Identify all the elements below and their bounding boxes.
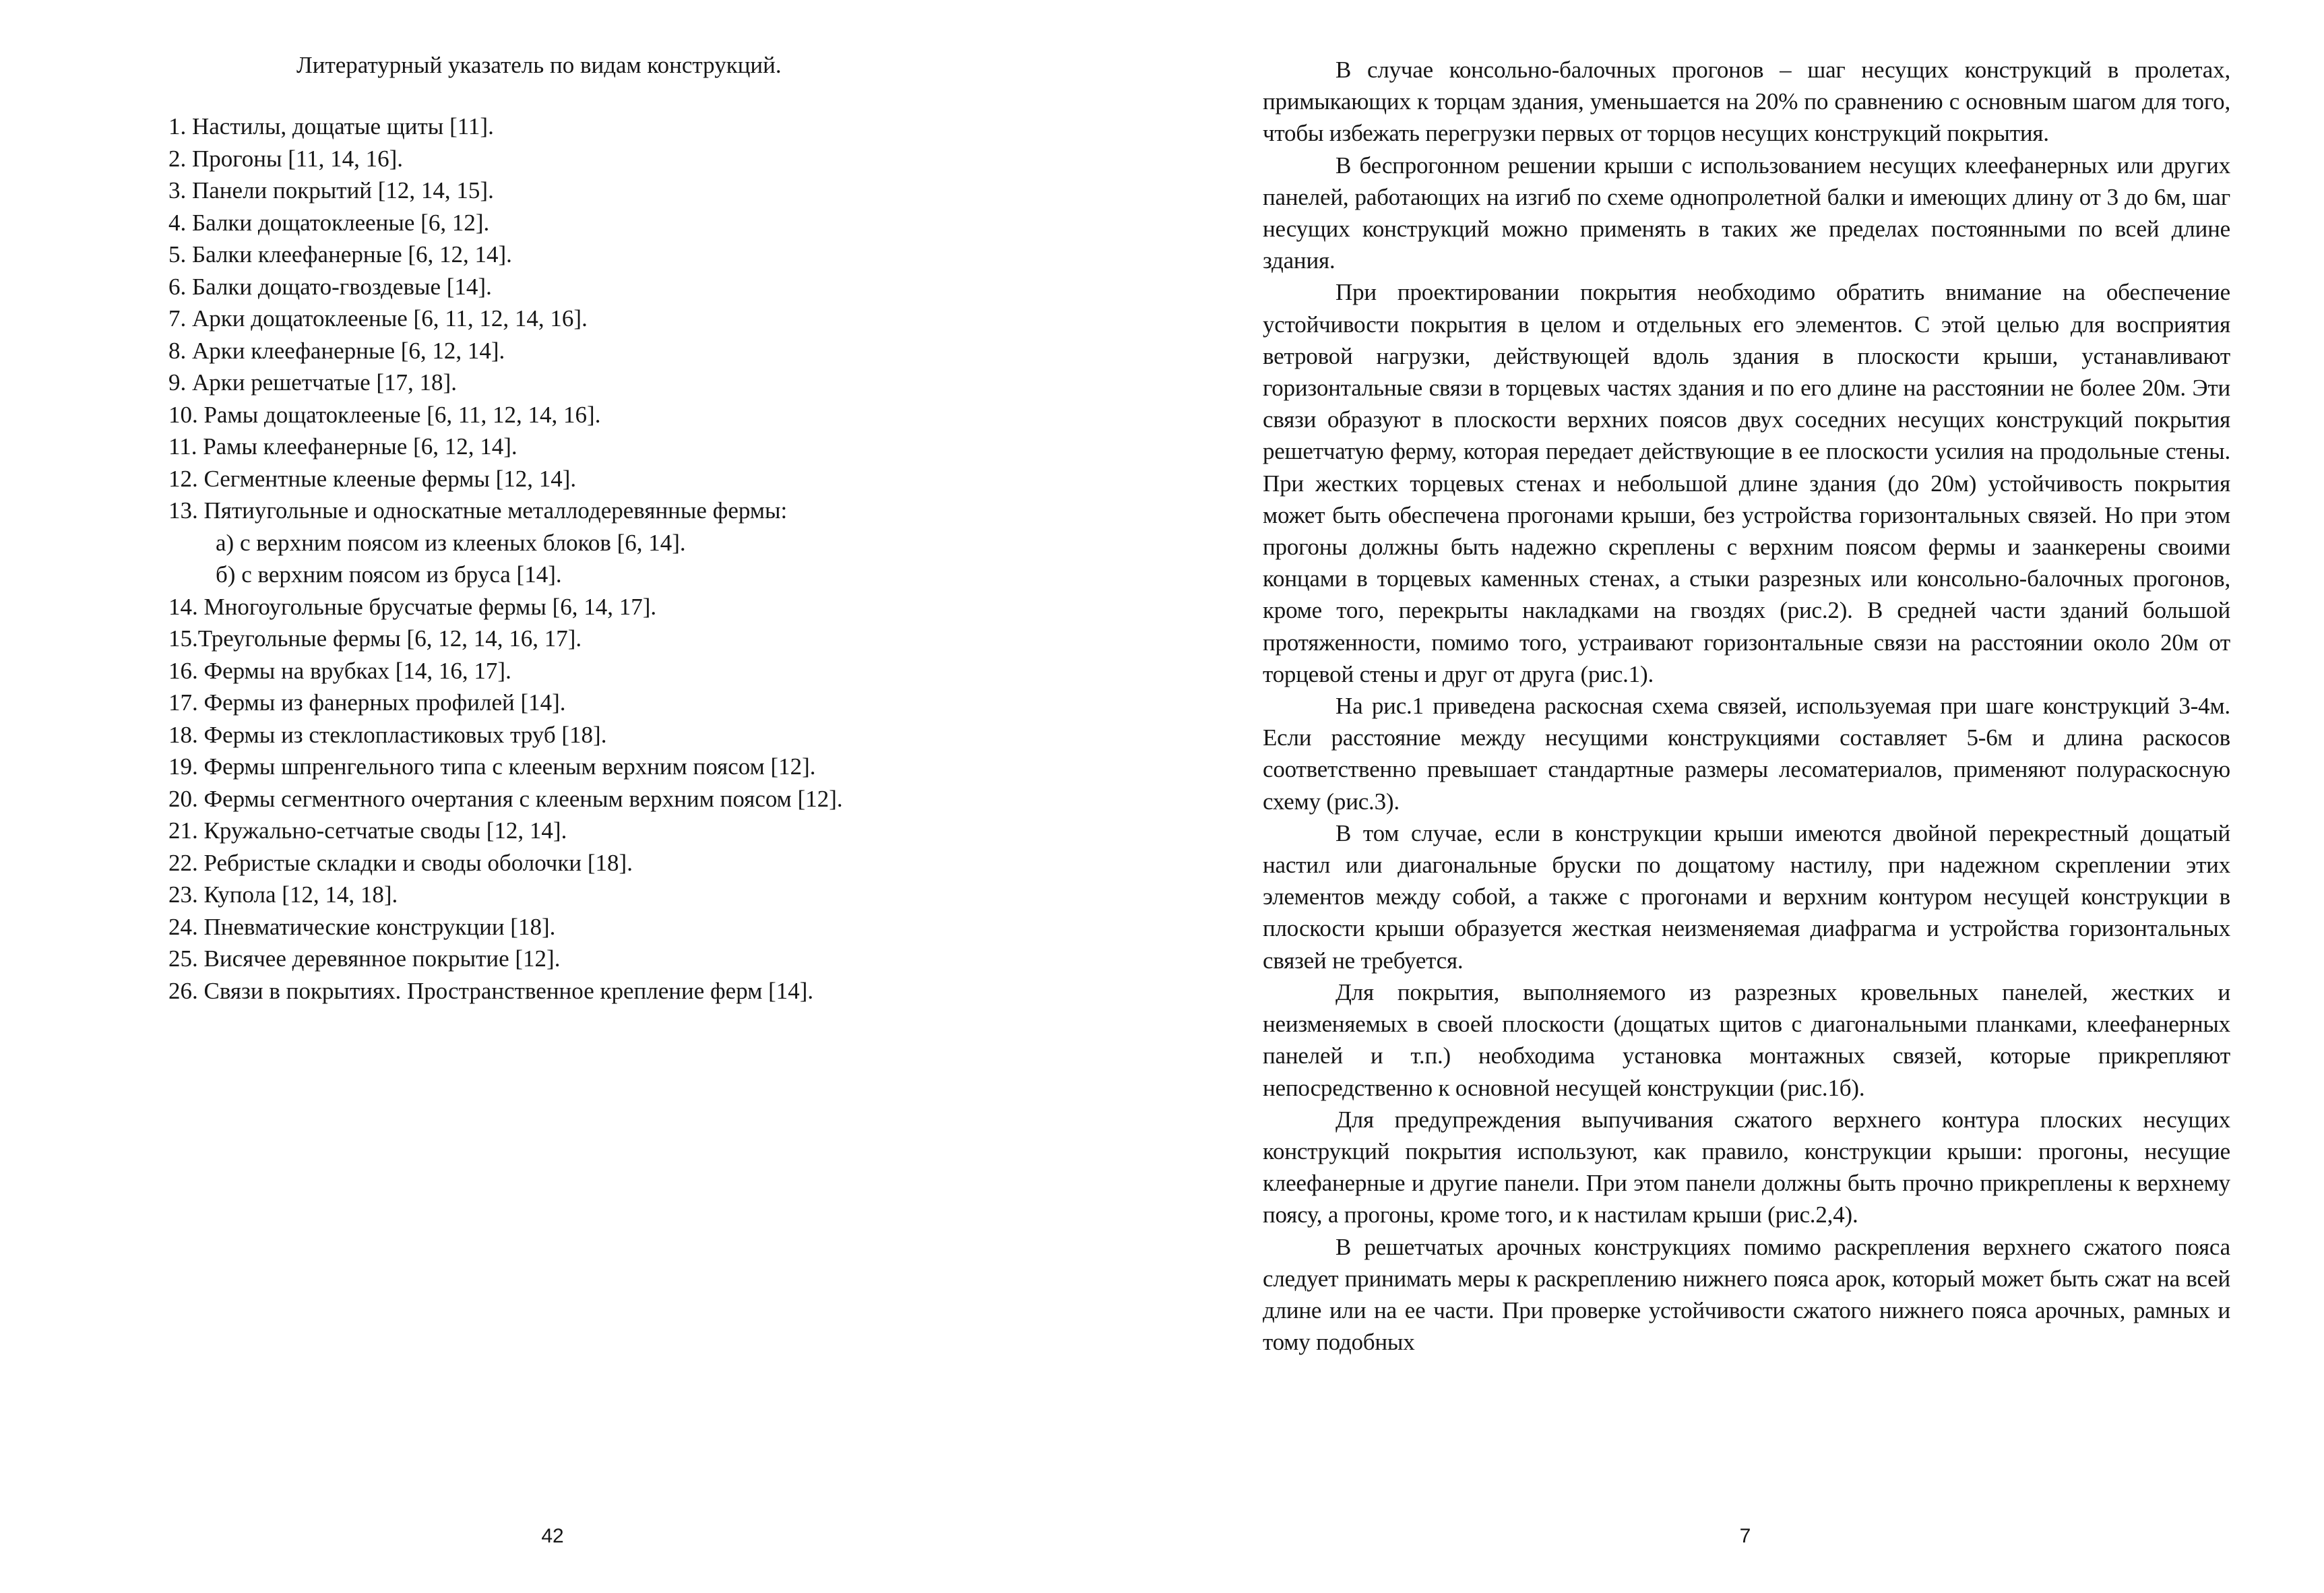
list-item-text: Сегментные клееные фермы [12, 14]. [197, 465, 577, 492]
list-item-text: Многоугольные брусчатые фермы [6, 14, 17]. [197, 593, 657, 620]
list-item [168, 943, 843, 975]
list-item-number: 16. [168, 657, 198, 684]
list-item-number: 8. [168, 337, 187, 364]
list-item-text: Рамы дощатоклееные [6, 11, 12, 14, 16]. [197, 401, 601, 428]
list-item-number: 23. [168, 881, 198, 908]
list-item [168, 911, 843, 943]
list-item [168, 975, 843, 1007]
list-item-number: 18. [168, 721, 198, 748]
list-item-number: 22. [168, 849, 198, 876]
list-item [168, 463, 843, 495]
list-item-text: Купола [12, 14, 18]. [197, 881, 398, 908]
list-item-text: Арки клеефанерные [6, 12, 14]. [186, 337, 505, 364]
reference-list [168, 111, 843, 1007]
list-item-text: Настилы, дощатые щиты [11]. [186, 113, 494, 139]
list-item-number: 12. [168, 465, 198, 492]
list-item [168, 815, 843, 847]
body-paragraph: В случае консольно-балочных прогонов – шаг несущих конструкций в пролетах, примыкающих к торцам здания, уменьшается на 20% по сравнению с основным шагом для того, чтобы избежать перегрузки первых от торцов несущих конструкций покрытия. [1263, 57, 2230, 147]
body-paragraph: На рис.1 приведена раскосная схема связей, используемая при шаге конструкций 3-4м. Если расстояние между несущими конструкциями составляет 5-6м и длина раскосов соответственно превышает стандартные размеры лесоматериалов, применяют полураскосную схему (рис.3). [1263, 693, 2230, 815]
list-item-number: 2. [168, 145, 187, 172]
list-item-text: Рамы клеефанерные [6, 12, 14]. [197, 433, 517, 460]
right-page [1263, 54, 2230, 1358]
list-item-text: Кружально-сетчатые своды [12, 14]. [197, 817, 567, 844]
list-item-number: 10. [168, 401, 198, 428]
list-item-text: Панели покрытий [12, 14, 15]. [186, 177, 494, 204]
list-item [168, 655, 843, 687]
list-item-number: 5. [168, 241, 187, 268]
list-item-number: 17. [168, 689, 198, 716]
list-item-text: Фермы из фанерных профилей [14]. [197, 689, 566, 716]
page-number-left: 42 [541, 1525, 564, 1547]
page-title: Литературный указатель по видам конструкций. [296, 52, 782, 78]
list-item [168, 527, 843, 559]
list-item-text: Пятиугольные и односкатные металлодеревянные фермы: [197, 497, 788, 524]
list-item [168, 847, 843, 879]
list-item-number: 26. [168, 977, 198, 1004]
body-paragraph: Для покрытия, выполняемого из разрезных кровельных панелей, жестких и неизменяемых в своей плоскости (дощатых щитов с диагональными планками, клеефанерных панелей и т.п.) необходима установка монтажных связей, которые прикрепляют непосредственно к основной несущей конструкции (рис.1б). [1263, 978, 2230, 1101]
list-item-number: 11. [168, 433, 197, 460]
list-item [168, 687, 843, 719]
list-item [168, 751, 843, 783]
list-item-number: 9. [168, 369, 187, 396]
list-item-number: 19. [168, 753, 198, 780]
list-item-text: Балки дощатоклееные [6, 12]. [186, 209, 490, 236]
list-item-text: Балки клеефанерные [6, 12, 14]. [186, 241, 512, 268]
list-item [168, 879, 843, 911]
list-item-text: Арки дощатоклееные [6, 11, 12, 14, 16]. [186, 305, 588, 332]
list-item-text: б) с верхним поясом из бруса [14]. [216, 561, 562, 588]
list-item [168, 303, 843, 335]
list-item [168, 495, 843, 527]
list-item-number: 20. [168, 785, 198, 812]
body-paragraph: В том случае, если в конструкции крыши имеются двойной перекрестный дощатый настил или диагональные бруски по дощатому настилу, при надежном скреплении этих элементов между собой, а также с прогонами и верхним контуром несущей конструкции в плоскости крыши образуется жесткая неизменяемая диафрагма и устройства горизонтальных связей не требуется. [1263, 819, 2230, 974]
page-number-right: 7 [1739, 1525, 1751, 1547]
list-item-number: 7. [168, 305, 187, 332]
list-item-number: 13. [168, 497, 198, 524]
list-item-text: Фермы сегментного очертания с клееным верхним поясом [12]. [197, 785, 843, 812]
body-paragraph: В решетчатых арочных конструкциях помимо раскрепления верхнего сжатого пояса следует принимать меры к раскреплению нижнего пояса арок, который может быть сжат на всей длине или на ее части. При проверке устойчивости сжатого нижнего пояса арочных, рамных и тому подобных [1263, 1233, 2230, 1356]
list-item [168, 143, 843, 175]
list-item [168, 623, 843, 655]
list-item-text: Пневматические конструкции [18]. [197, 913, 556, 940]
list-item [168, 207, 843, 239]
list-item-text: Связи в покрытиях. Пространственное крепление ферм [14]. [197, 977, 814, 1004]
list-item-text: Фермы из стеклопластиковых труб [18]. [197, 721, 607, 748]
list-item [168, 431, 843, 463]
list-item [168, 111, 843, 143]
list-item-text: Балки дощато-гвоздевые [14]. [186, 273, 492, 300]
list-item [168, 335, 843, 367]
list-item-text: Фермы шпренгельного типа с клееным верхним поясом [12]. [197, 753, 816, 780]
list-item-text: Арки решетчатые [17, 18]. [186, 369, 457, 396]
list-item-text: Висячее деревянное покрытие [12]. [197, 945, 561, 972]
list-item [168, 271, 843, 303]
list-item [168, 367, 843, 399]
list-item-text: Прогоны [11, 14, 16]. [186, 145, 404, 172]
list-item [168, 399, 843, 431]
list-item-number: 1. [168, 113, 187, 139]
list-item-text: Ребристые складки и своды оболочки [18]. [197, 849, 633, 876]
list-item [168, 783, 843, 815]
list-item [168, 719, 843, 751]
list-item-number: 3. [168, 177, 187, 204]
list-item-number: 4. [168, 209, 187, 236]
list-item-text: Треугольные фермы [6, 12, 14, 16, 17]. [197, 625, 582, 652]
body-paragraph: При проектировании покрытия необходимо обратить внимание на обеспечение устойчивости покрытия в целом и отдельных его элементов. С этой целью для восприятия ветровой нагрузки, действующей вдоль здания в плоскости крыши, устанавливают горизонтальные связи в торцевых частях здания и по его длине на расстоянии не более 20м. Эти связи образуют в плоскости верхних поясов двух соседних несущих конструкций покрытия решетчатую ферму, которая передает действующие в ее плоскости усилия на продольные стены. При жестких торцевых стенах и небольшой длине здания (до 20м) устойчивость покрытия может быть обеспечена прогонами крыши, без устройства горизонтальных связей. Но при этом прогоны должны быть надежно скреплены с верхним поясом фермы и заанкерены своими концами в торцевых каменных стенах, а стыки разрезных или консольно-балочных прогонов, кроме того, перекрыты накладками на гвоздях (рис.2). В средней части зданий большой протяженности, помимо того, устраивают горизонтальные связи на расстоянии около 20м от торцевой стены и друг от друга (рис.1). [1263, 279, 2230, 687]
list-item [168, 591, 843, 623]
list-item [168, 239, 843, 271]
list-item [168, 559, 843, 591]
list-item-text: а) с верхним поясом из клееных блоков [6, 14]. [216, 529, 686, 556]
list-item-number: 6. [168, 273, 187, 300]
list-item [168, 175, 843, 207]
list-item-number: 15. [168, 625, 198, 652]
list-item-number: 24. [168, 913, 198, 940]
body-paragraph: В беспрогонном решении крыши с использованием несущих клеефанерных или других панелей, работающих на изгиб по схеме однопролетной балки и имеющих длину от 3 до 6м, шаг несущих конструкций можно применять в таких же пределах постоянными по всей длине здания. [1263, 152, 2230, 274]
list-item-number: 25. [168, 945, 198, 972]
body-paragraph: Для предупреждения выпучивания сжатого верхнего контура плоских несущих конструкций покрытия используют, как правило, конструкции крыши: прогоны, несущие клеефанерные и другие панели. При этом панели должны быть прочно прикреплены к верхнему поясу, а прогоны, кроме того, и к настилам крыши (рис.2,4). [1263, 1106, 2230, 1228]
list-item-text: Фермы на врубках [14, 16, 17]. [197, 657, 511, 684]
list-item-number: 14. [168, 593, 198, 620]
list-item-number: 21. [168, 817, 198, 844]
